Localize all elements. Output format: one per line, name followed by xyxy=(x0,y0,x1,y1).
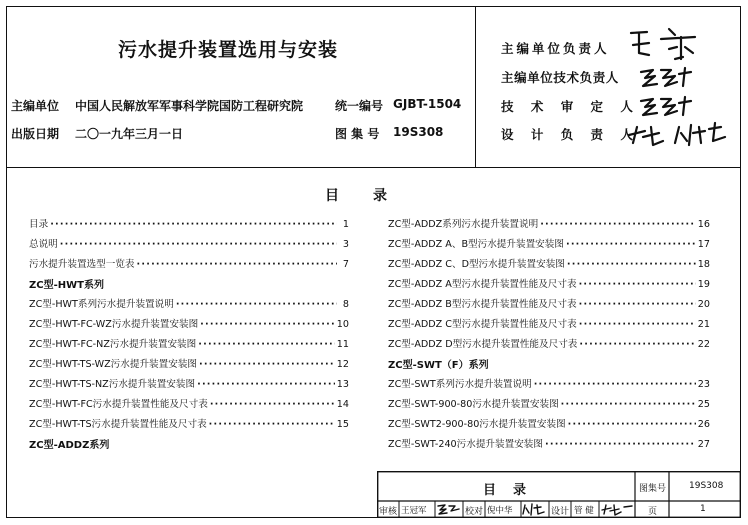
checker-signature-image xyxy=(521,502,549,517)
responsible-role-4: 设 计 负 责 人 xyxy=(501,127,640,142)
toc-item[interactable]: ZC型-HWT-FC-NZ污水提升装置安装图 ····· 11 xyxy=(29,336,349,351)
review-label: 审核 xyxy=(379,507,398,517)
toc-section-heading: ZC型-SWT（F）系列 xyxy=(388,360,489,371)
pub-date-label: 出版日期 xyxy=(11,127,60,141)
toc-item[interactable]: ZC型-HWT-TS污水提升装置性能及尺寸表 ····· 15 xyxy=(29,416,349,431)
designer-signature-image xyxy=(599,502,635,517)
toc-section-heading: ZC型-ADDZ系列 xyxy=(29,440,110,451)
editor-unit: 中国人民解放军军事科学院国防工程研究院 xyxy=(75,99,304,113)
toc-item[interactable]: ZC型-ADDZ B型污水提升装置性能及尺寸表 ····· 20 xyxy=(388,296,710,311)
signature-3-image xyxy=(637,93,697,119)
header-divider xyxy=(7,167,740,168)
responsible-role-1: 主编单位负责人 xyxy=(501,41,610,56)
editor-unit-label: 主编单位 xyxy=(11,99,60,113)
pub-date: 二〇一九年三月一日 xyxy=(75,127,184,141)
title-block xyxy=(377,471,741,518)
checker-name: 倪中华 xyxy=(487,506,513,516)
toc-heading: 目 录 xyxy=(325,188,389,204)
reviewer-name: 王冠军 xyxy=(401,506,427,516)
toc-item[interactable]: ZC型-HWT系列污水提升装置说明 ····· 8 xyxy=(29,296,349,311)
toc-item[interactable]: ZC型-SWT-240污水提升装置安装图 ····· 27 xyxy=(388,436,710,451)
title-block-page-value: 1 xyxy=(700,504,706,514)
toc-item[interactable]: ZC型-SWT2-900-80污水提升装置安装图 ····· 26 xyxy=(388,416,710,431)
title-block-atlas-label: 图集号 xyxy=(639,484,667,494)
signature-2-image xyxy=(637,64,697,90)
toc-item[interactable]: 目录 ····· 1 xyxy=(29,216,349,231)
unified-code: GJBT-1504 xyxy=(393,97,462,111)
title-block-atlas-value: 19S308 xyxy=(689,481,724,491)
unified-code-label: 统一编号 xyxy=(335,99,384,113)
toc-item[interactable]: ZC型-ADDZ C型污水提升装置性能及尺寸表 ····· 21 xyxy=(388,316,710,331)
toc-item[interactable]: ZC型-HWT-FC-WZ污水提升装置安装图 ····· 10 xyxy=(29,316,349,331)
signature-1-image xyxy=(625,23,715,63)
toc-item[interactable]: ZC型-HWT-FC污水提升装置性能及尺寸表 ····· 14 xyxy=(29,396,349,411)
check-label: 校对 xyxy=(465,507,484,517)
toc-item[interactable]: ZC型-ADDZ A型污水提升装置性能及尺寸表 ····· 19 xyxy=(388,276,710,291)
toc-item[interactable]: 总说明 ····· 3 xyxy=(29,236,349,251)
toc-item[interactable]: ZC型-ADDZ A、B型污水提升装置安装图 ····· 17 xyxy=(388,236,710,251)
toc-item[interactable]: ZC型-ADDZ C、D型污水提升装置安装图 ····· 18 xyxy=(388,256,710,271)
atlas-no: 19S308 xyxy=(393,125,444,139)
toc-section-heading: ZC型-HWT系列 xyxy=(29,280,104,291)
toc-item[interactable]: ZC型-ADDZ系列污水提升装置说明 ····· 16 xyxy=(388,216,710,231)
toc-item[interactable]: ZC型-SWT-900-80污水提升装置安装图 ····· 25 xyxy=(388,396,710,411)
header-vertical-divider xyxy=(475,7,476,167)
page-title: 污水提升装置选用与安装 xyxy=(118,39,339,61)
design-label: 设计 xyxy=(551,507,570,517)
drawing-frame xyxy=(6,6,741,518)
title-block-name: 目 录 xyxy=(483,483,529,498)
toc-item[interactable]: ZC型-ADDZ D型污水提升装置性能及尺寸表 ····· 22 xyxy=(388,336,710,351)
toc-item[interactable]: 污水提升装置选型一览表 ····· 7 xyxy=(29,256,349,271)
responsible-role-2: 主编单位技术负责人 xyxy=(501,70,619,85)
toc-item[interactable]: ZC型-HWT-TS-WZ污水提升装置安装图 ····· 12 xyxy=(29,356,349,371)
responsible-role-3: 技 术 审 定 人 xyxy=(501,99,640,114)
toc-item[interactable]: ZC型-HWT-TS-NZ污水提升装置安装图 ····· 13 xyxy=(29,376,349,391)
reviewer-signature-image xyxy=(435,502,463,517)
title-block-page-label: 页 xyxy=(648,507,658,517)
atlas-no-label: 图 集 号 xyxy=(335,127,380,141)
toc-item[interactable]: ZC型-SWT系列污水提升装置说明 ····· 23 xyxy=(388,376,710,391)
signature-4-image xyxy=(625,119,737,149)
designer-name: 管 健 xyxy=(574,506,594,516)
